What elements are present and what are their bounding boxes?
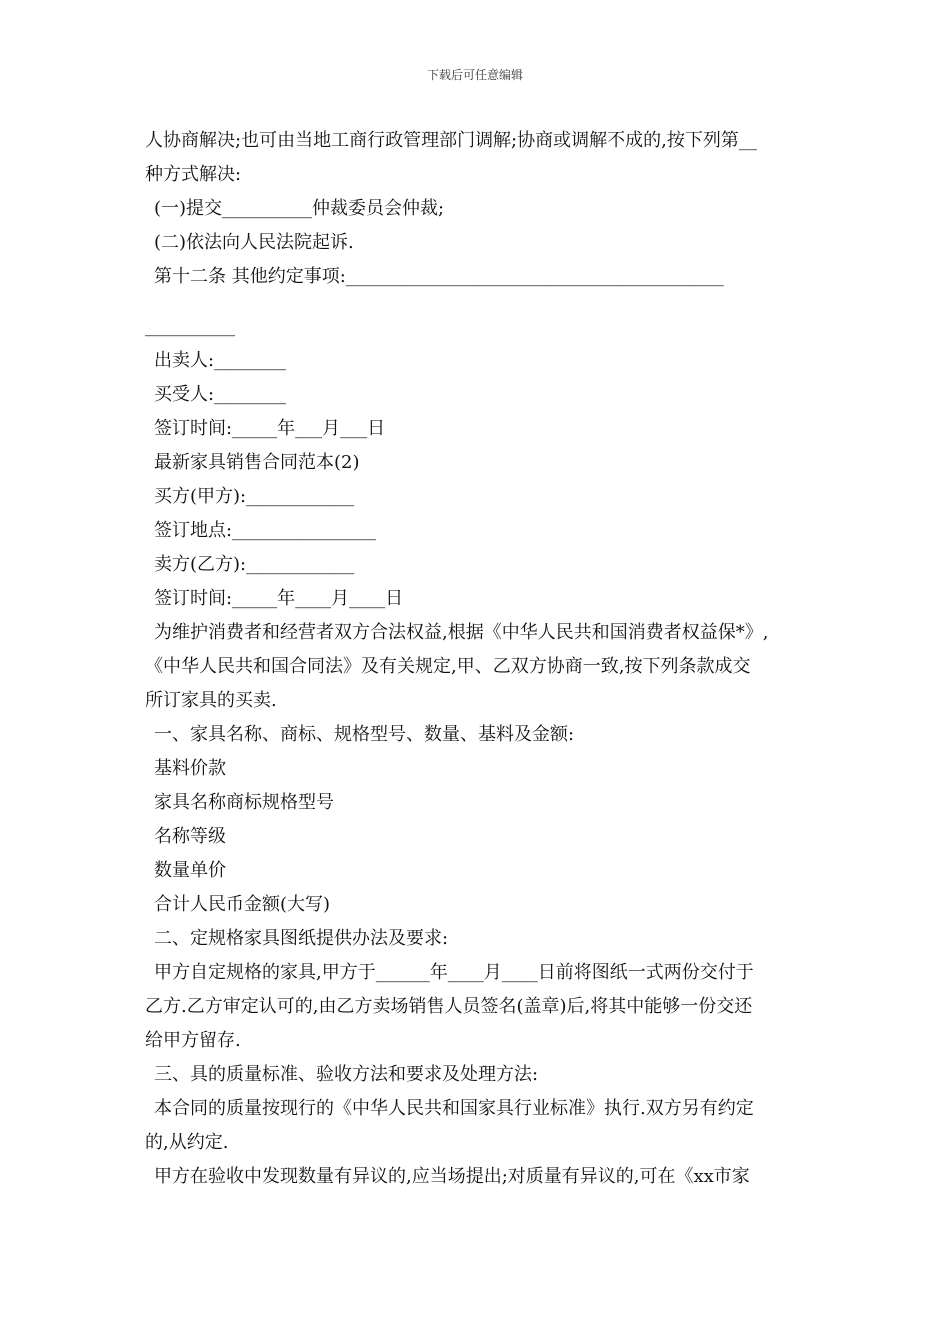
text-line: 家具名称商标规格型号 (154, 792, 334, 813)
document-body (145, 124, 809, 1194)
text-line: 本合同的质量按现行的《中华人民共和国家具行业标准》执行.双方另有约定 (154, 1098, 754, 1119)
text-line: 为维护消费者和经营者双方合法权益,根据《中华人民共和国消费者权益保*》, (154, 622, 769, 643)
text-line: 一、家具名称、商标、规格型号、数量、基料及金额: (154, 724, 575, 745)
text-line: 三、具的质量标准、验收方法和要求及处理方法: (154, 1064, 539, 1085)
text-line: __________ (145, 316, 235, 337)
text-line: (一)提交__________仲裁委员会仲裁; (154, 198, 445, 219)
text-line: 基料价款 (154, 758, 226, 779)
text-line: 卖方(乙方):____________ (154, 554, 355, 575)
line-spacer (145, 294, 809, 310)
text-line: (二)依法向人民法院起诉. (154, 232, 354, 253)
text-line: 甲方自定规格的家具,甲方于______年____月____日前将图纸一式两份交付于 (154, 962, 754, 983)
text-line: 最新家具销售合同范本(2) (154, 452, 360, 473)
text-line: 种方式解决: (145, 164, 242, 185)
text-line: 二、定规格家具图纸提供办法及要求: (154, 928, 449, 949)
page-header: 下载后可任意编辑 (426, 68, 523, 82)
text-line: 签订时间:_____年____月____日 (154, 588, 404, 609)
text-line: 的,从约定. (145, 1132, 229, 1153)
text-line: 所订家具的买卖. (145, 690, 277, 711)
text-line: 合计人民币金额(大写) (154, 894, 331, 915)
text-line: 签订地点:________________ (154, 520, 377, 541)
text-line: 《中华人民共和国合同法》及有关规定,甲、乙双方协商一致,按下列条款成交 (145, 656, 751, 677)
text-line: 给甲方留存. (145, 1030, 241, 1051)
text-line: 买受人:________ (154, 384, 287, 405)
text-line: 数量单价 (154, 860, 226, 881)
text-line: 出卖人:________ (154, 350, 287, 371)
text-line: 名称等级 (154, 826, 226, 847)
text-line: 乙方.乙方审定认可的,由乙方卖场销售人员签名(盖章)后,将其中能够一份交还 (145, 996, 753, 1017)
text-line: 人协商解决;也可由当地工商行政管理部门调解;协商或调解不成的,按下列第__ (145, 130, 757, 151)
text-line: 甲方在验收中发现数量有异议的,应当场提出;对质量有异议的,可在《xx市家 (154, 1166, 750, 1187)
text-line: 第十二条 其他约定事项:__________________________________________ (154, 266, 724, 287)
text-line: 签订时间:_____年___月___日 (154, 418, 386, 439)
text-line: 买方(甲方):____________ (154, 486, 355, 507)
